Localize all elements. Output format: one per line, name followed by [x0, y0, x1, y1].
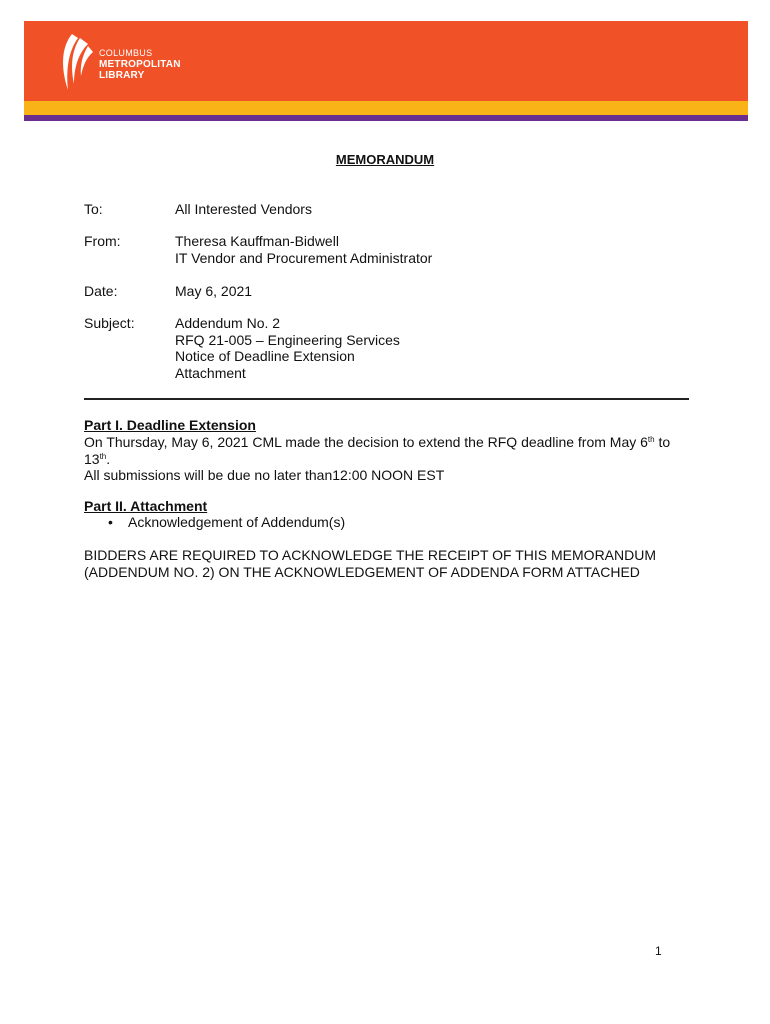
to-value — [175, 201, 312, 218]
part2-notice-line1: BIDDERS ARE REQUIRED TO ACKNOWLEDGE THE RECEIPT OF THIS MEMORANDUM — [84, 547, 657, 563]
part1-line2 — [84, 451, 670, 468]
subject-line-addendum: Addendum No. 2 — [175, 315, 281, 331]
subject-line-notice: Notice of Deadline Extension — [175, 348, 355, 364]
part1-line2-sup: th — [99, 451, 107, 461]
part1-line1-suffix: to — [654, 434, 671, 450]
memo-title: MEMORANDUM — [335, 152, 435, 167]
logo-line-columbus: COLUMBUS — [99, 48, 153, 58]
subject-line-attachment: Attachment — [175, 364, 246, 381]
header-stripe-purple — [24, 115, 748, 121]
logo-line-library: LIBRARY — [99, 70, 145, 81]
part1-line1 — [84, 434, 670, 451]
part1-line1-text: On Thursday, May 6, 2021 CML made the decision to extend the RFQ deadline from May 6 — [84, 434, 648, 450]
subject-value — [175, 315, 400, 381]
part2-bullet-text: Acknowledgement of Addendum(s) — [128, 514, 346, 530]
subject-line-rfq: RFQ 21-005 – Engineering Services — [175, 331, 400, 348]
part2-notice-line2: (ADDENDUM NO. 2) ON THE ACKNOWLEDGEMENT OF ADDENDA FORM ATTACHED — [84, 563, 640, 580]
to-label: To: — [84, 201, 103, 217]
part2-heading: Part II. Attachment — [84, 498, 208, 514]
part2-bullet-item — [108, 514, 345, 530]
part2-notice — [84, 547, 656, 580]
part1-paragraph — [84, 434, 670, 484]
header-stripe-yellow — [24, 101, 748, 115]
logo-line-metropolitan: METROPOLITAN — [99, 59, 181, 70]
page-number: 1 — [655, 944, 662, 958]
library-logo-icon — [58, 32, 94, 94]
from-name: Theresa Kauffman-Bidwell — [175, 233, 339, 249]
date-label: Date: — [84, 283, 118, 299]
from-value — [175, 233, 432, 266]
library-logo-text — [99, 48, 181, 81]
bullet-icon: • — [108, 514, 113, 530]
part1-line3: All submissions will be due no later than12:00 NOON EST — [84, 467, 445, 483]
part1-line1-sup: th — [647, 435, 655, 444]
divider-rule — [84, 398, 689, 400]
part1-line2-suffix: . — [106, 450, 111, 467]
to-recipient: All Interested Vendors — [175, 201, 312, 217]
subject-label: Subject: — [84, 315, 135, 331]
from-title: IT Vendor and Procurement Administrator — [175, 249, 433, 266]
from-label: From: — [84, 233, 121, 249]
part1-line2-text: 13 — [84, 450, 100, 467]
date-text: May 6, 2021 — [175, 283, 253, 299]
date-value — [175, 283, 252, 300]
part1-heading: Part I. Deadline Extension — [84, 417, 256, 433]
